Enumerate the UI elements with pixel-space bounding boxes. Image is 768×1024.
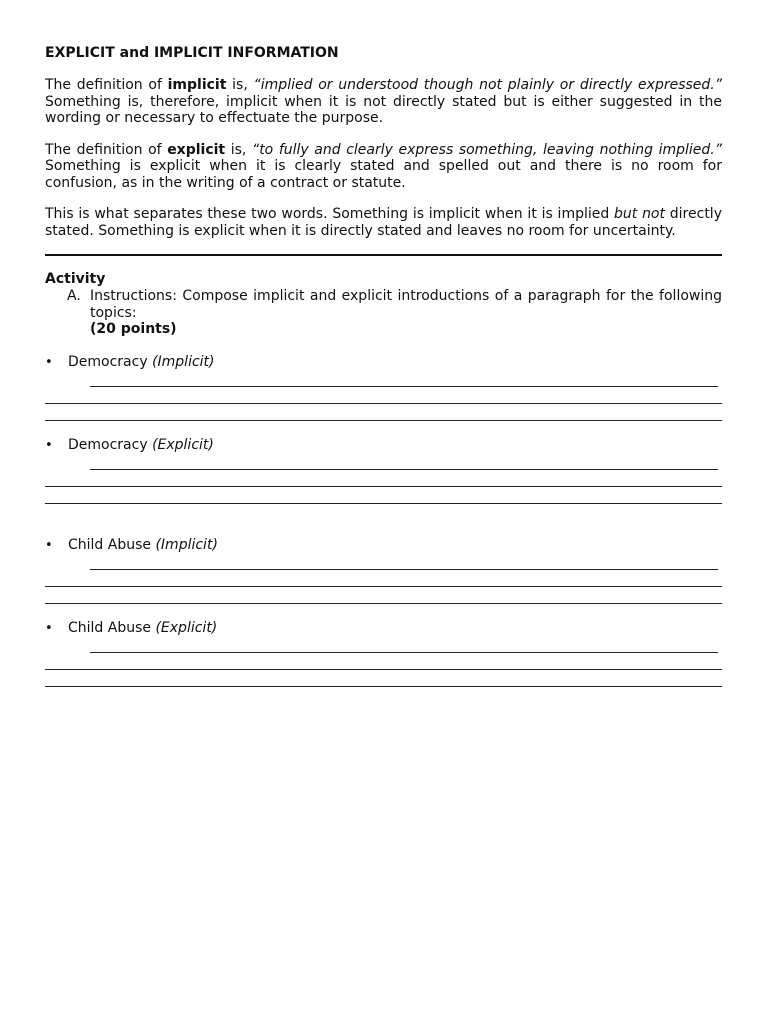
para2-rest: Something is explicit when it is clearly stated and spelled out and there is no room for confusion, as in the writing of a contract or statute. — [45, 158, 722, 191]
instruction-text: Instructions: Compose implicit and explicit introductions of a paragraph for the following topics: — [90, 288, 722, 321]
topic-democracy-implicit — [45, 354, 722, 421]
document-title: EXPLICIT and IMPLICIT INFORMATION — [45, 45, 339, 61]
explicit-quote: “to fully and clearly express something, leaving nothing implied.” — [251, 141, 722, 158]
implicit-quote: “implied or understood though not plainly or directly expressed.” — [253, 77, 722, 93]
answer-line[interactable] — [45, 420, 722, 421]
answer-line[interactable] — [45, 403, 722, 404]
para2-lead: The definition of — [45, 141, 168, 158]
answer-line[interactable] — [45, 503, 722, 504]
topic-heading — [45, 620, 722, 637]
topic-name: Child Abuse — [68, 536, 156, 553]
topic-type: (Implicit) — [152, 353, 215, 370]
topic-label — [68, 537, 218, 554]
topic-child-abuse-explicit — [45, 620, 722, 687]
instruction-body — [90, 288, 722, 338]
bullet-icon: • — [45, 354, 53, 370]
topic-name: Democracy — [68, 353, 153, 370]
topic-heading — [45, 354, 722, 371]
para1-lead: The definition of — [45, 77, 168, 93]
topic-label — [68, 620, 217, 637]
implicit-term: implicit — [167, 77, 227, 93]
instruction-letter: A. — [67, 288, 81, 304]
topic-type: (Implicit) — [155, 536, 218, 553]
bullet-icon: • — [45, 620, 53, 636]
points-label: (20 points) — [90, 321, 177, 337]
activity-heading: Activity — [45, 271, 106, 287]
activity-instructions — [67, 288, 722, 338]
para1-rest: Something is, therefore, implicit when it is not directly stated but is either suggested in the wording or necessary to effectuate the purpose. — [45, 93, 722, 126]
explicit-term: explicit — [167, 141, 226, 158]
document-content — [45, 44, 722, 687]
answer-line[interactable] — [45, 686, 722, 687]
answer-line[interactable] — [90, 569, 718, 570]
bullet-icon: • — [45, 437, 53, 453]
topic-type: (Explicit) — [152, 436, 214, 453]
topic-type: (Explicit) — [155, 619, 218, 636]
answer-line[interactable] — [45, 586, 722, 587]
para3-lead: This is what separates these two words. Something is implicit when it is implied — [45, 206, 615, 222]
topic-name: Child Abuse — [68, 619, 156, 636]
implicit-definition-paragraph — [45, 77, 722, 127]
para2-mid: is, — [225, 141, 252, 158]
topic-democracy-explicit — [45, 437, 722, 504]
answer-line[interactable] — [90, 652, 718, 653]
topic-name: Democracy — [68, 436, 153, 453]
explicit-definition-paragraph — [45, 142, 722, 192]
comparison-paragraph — [45, 206, 722, 239]
topic-label — [68, 437, 214, 454]
answer-line[interactable] — [90, 386, 718, 387]
topic-heading — [45, 537, 722, 554]
section-divider — [45, 254, 722, 256]
answer-line[interactable] — [45, 669, 722, 670]
para1-mid: is, — [226, 77, 254, 93]
bullet-icon: • — [45, 537, 53, 553]
topic-child-abuse-implicit — [45, 537, 722, 604]
topic-heading — [45, 437, 722, 454]
but-not-emphasis: but not — [614, 206, 665, 222]
para3-rest: directly stated. Something is explicit when it is directly stated and leaves no room for uncertainty. — [45, 206, 722, 239]
answer-line[interactable] — [90, 469, 718, 470]
answer-line[interactable] — [45, 486, 722, 487]
answer-line[interactable] — [45, 603, 722, 604]
topic-label — [68, 354, 215, 371]
